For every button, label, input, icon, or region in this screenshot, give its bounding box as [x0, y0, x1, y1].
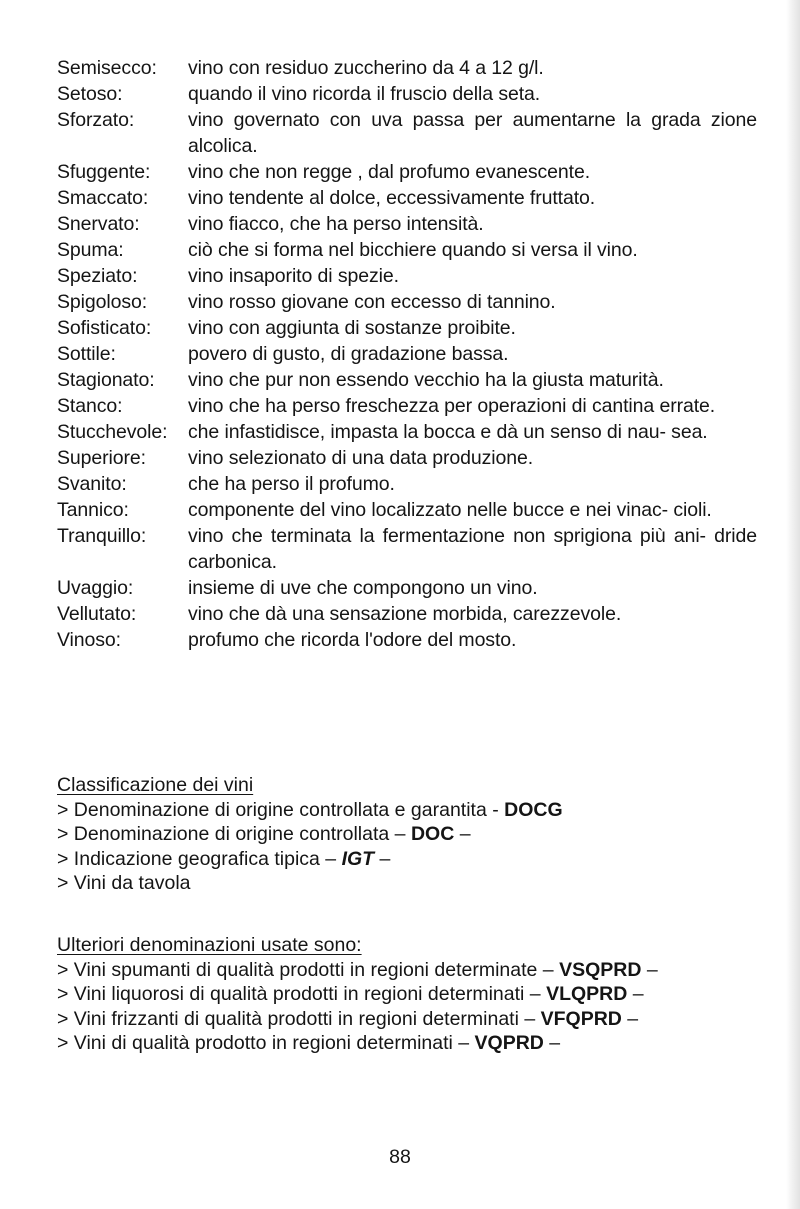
- glossary-definition: ciò che si forma nel bicchiere quando si versa il vino.: [188, 239, 638, 261]
- item-tail: –: [543, 1032, 561, 1054]
- glossary-entry: [57, 367, 757, 393]
- glossary-term: Stucchevole:: [57, 421, 168, 443]
- glossary-entry: [57, 419, 757, 445]
- item-code: DOCG: [504, 798, 563, 821]
- glossary-entry: [57, 55, 757, 81]
- glossary-definition: vino con residuo zuccherino da 4 a 12 g/l.: [188, 57, 544, 79]
- glossary-definition: vino che terminata la fermentazione non sprigiona più ani- dride carbonica.: [188, 525, 757, 573]
- glossary-entry: [57, 575, 757, 601]
- glossary-definition: che ha perso il profumo.: [188, 473, 395, 495]
- glossary-entry: [57, 107, 757, 159]
- item-text: > Vini liquorosi di qualità prodotti in regioni determinati –: [57, 983, 547, 1005]
- glossary-entry: [57, 81, 757, 107]
- glossary-term: Sforzato:: [57, 109, 135, 131]
- glossary-term: Tannico:: [57, 499, 129, 521]
- item-text: > Denominazione di origine controllata –: [57, 823, 411, 845]
- glossary-definition: vino con aggiunta di sostanze proibite.: [188, 317, 516, 339]
- glossary-definition: vino insaporito di spezie.: [188, 265, 399, 287]
- glossary-definition: vino che ha perso freschezza per operazioni di cantina errate.: [188, 395, 716, 417]
- glossary-term: Stanco:: [57, 395, 123, 417]
- glossary-entry: [57, 263, 757, 289]
- classification-item: [57, 798, 757, 823]
- denomination-item: [57, 958, 757, 983]
- item-code: IGT: [341, 847, 375, 870]
- item-tail: –: [454, 823, 471, 845]
- glossary-term: Vinoso:: [57, 629, 121, 651]
- glossary-term: Semisecco:: [57, 57, 157, 79]
- glossary-term: Sottile:: [57, 343, 116, 365]
- denomination-item: [57, 1007, 757, 1032]
- item-text: > Vini spumanti di qualità prodotti in regioni determinate –: [57, 958, 560, 981]
- glossary-term: Smaccato:: [57, 187, 149, 209]
- glossary-entry: [57, 627, 757, 653]
- glossary-term: Superiore:: [57, 447, 146, 469]
- glossary-definition: quando il vino ricorda il fruscio della seta.: [188, 83, 541, 105]
- glossary-entry: [57, 471, 757, 497]
- glossary-entry: [57, 315, 757, 341]
- glossary-term: Spigoloso:: [57, 291, 148, 313]
- glossary-term: Speziato:: [57, 265, 138, 287]
- glossary-entry: [57, 289, 757, 315]
- item-code: VLQPRD: [546, 983, 628, 1005]
- glossary-term: Uvaggio:: [57, 577, 134, 599]
- glossary-term: Vellutato:: [57, 603, 137, 625]
- item-tail: –: [641, 958, 658, 981]
- item-text: > Vini frizzanti di qualità prodotti in regioni determinati –: [57, 1007, 541, 1030]
- denomination-item: [57, 1031, 757, 1056]
- glossary-term: Sofisticato:: [57, 317, 152, 339]
- item-code: VQPRD: [474, 1032, 544, 1054]
- glossary-entry: [57, 393, 757, 419]
- glossary-term: Svanito:: [57, 473, 127, 495]
- glossary-term: Spuma:: [57, 239, 124, 261]
- glossary-entry: [57, 497, 757, 523]
- glossary-definition: vino selezionato di una data produzione.: [188, 447, 534, 469]
- classification-item: [57, 822, 757, 847]
- glossary-definition: vino che non regge , dal profumo evanescente.: [188, 161, 591, 183]
- glossary-definition: vino rosso giovane con eccesso di tannino.: [188, 291, 556, 313]
- item-code: VFQPRD: [540, 1007, 622, 1030]
- glossary-definition: profumo che ricorda l'odore del mosto.: [188, 629, 517, 651]
- glossary-definition: vino che pur non essendo vecchio ha la giusta maturità.: [188, 369, 664, 391]
- item-tail: –: [374, 847, 391, 870]
- page-number: 88: [389, 1146, 411, 1168]
- glossary-entry: [57, 523, 757, 575]
- item-code: VSQPRD: [559, 958, 642, 981]
- glossary-definition: che infastidisce, impasta la bocca e dà un senso di nau- sea.: [188, 421, 708, 443]
- glossary-term: Setoso:: [57, 83, 123, 105]
- page-edge-shadow: [786, 0, 800, 1209]
- item-code: DOC: [410, 823, 455, 845]
- item-text: > Indicazione geografica tipica –: [57, 847, 342, 870]
- glossary-entry: [57, 211, 757, 237]
- glossary-term: Tranquillo:: [57, 525, 147, 547]
- glossary-definition: componente del vino localizzato nelle bucce e nei vinac- cioli.: [188, 499, 712, 521]
- glossary-term: Sfuggente:: [57, 161, 151, 183]
- glossary-entry: [57, 159, 757, 185]
- glossary-entry: [57, 341, 757, 367]
- denomination-item: [57, 982, 757, 1007]
- further-denominations-heading: Ulteriori denominazioni usate sono:: [57, 934, 362, 956]
- classification-item: [57, 871, 757, 896]
- classification-section: [57, 773, 757, 896]
- glossary-entry: [57, 601, 757, 627]
- item-tail: –: [621, 1007, 639, 1030]
- item-text: > Vini di qualità prodotto in regioni determinati –: [57, 1032, 475, 1054]
- glossary-entry: [57, 445, 757, 471]
- glossary-term: Stagionato:: [57, 369, 155, 391]
- glossary-definition: vino tendente al dolce, eccessivamente fruttato.: [188, 187, 596, 209]
- glossary-definition: vino governato con uva passa per aumentarne la grada zione alcolica.: [188, 109, 757, 157]
- glossary-entry: [57, 185, 757, 211]
- classification-heading: Classificazione dei vini: [57, 774, 254, 796]
- glossary-definition: insieme di uve che compongono un vino.: [188, 577, 538, 599]
- glossary-definition: vino che dà una sensazione morbida, carezzevole.: [188, 603, 622, 625]
- glossary-definition: vino fiacco, che ha perso intensità.: [188, 213, 484, 235]
- item-tail: –: [627, 983, 644, 1005]
- glossary-term: Snervato:: [57, 213, 140, 235]
- item-text: > Denominazione di origine controllata e garantita -: [57, 798, 505, 821]
- item-text: > Vini da tavola: [57, 872, 191, 894]
- further-denominations-section: [57, 933, 757, 1056]
- classification-item: [57, 847, 757, 872]
- glossary-entry: [57, 237, 757, 263]
- glossary-definition: povero di gusto, di gradazione bassa.: [188, 343, 509, 365]
- glossary-list: [57, 55, 757, 653]
